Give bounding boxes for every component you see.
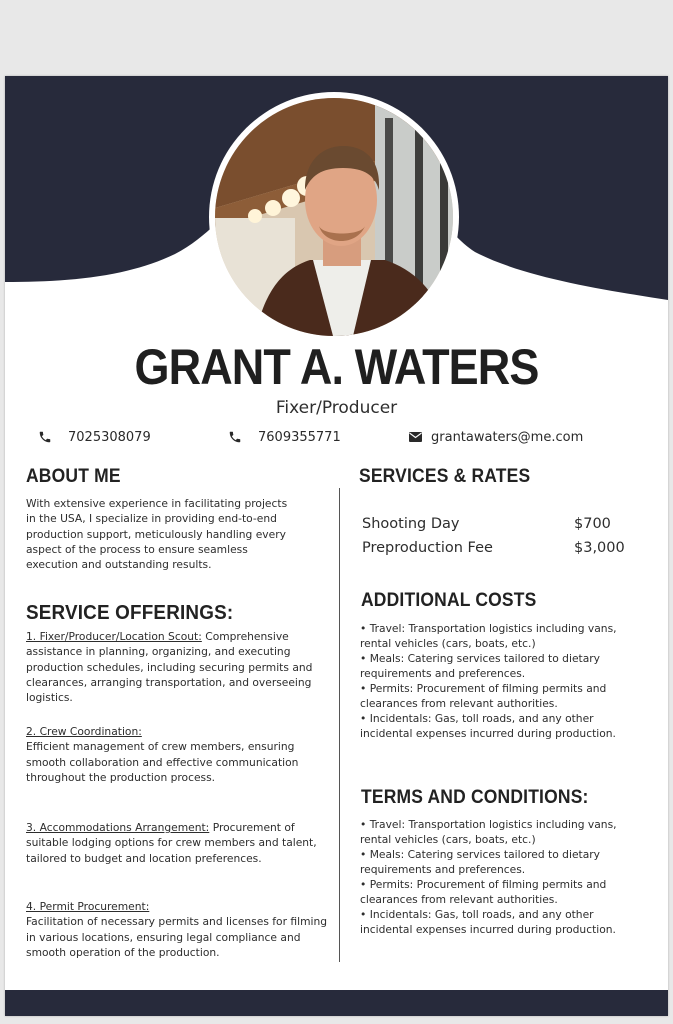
resume-page (5, 76, 668, 1016)
rate-row (362, 512, 632, 536)
terms-list (360, 817, 646, 937)
email-contact (409, 427, 583, 447)
rates-table (362, 512, 632, 560)
service-item-4 (26, 899, 328, 960)
service-item-1-title: 1. Fixer/Producer/Location Scout: (26, 630, 202, 643)
list-item: • Incidentals: Gas, toll roads, and any other incidental expenses incurred during production. (360, 712, 616, 740)
about-heading: ABOUT ME (26, 466, 121, 487)
rate-label: Preproduction Fee (362, 540, 493, 556)
list-item: • Meals: Catering services tailored to dietary requirements and preferences. (360, 652, 600, 680)
envelope-icon (409, 432, 422, 442)
profile-photo-image (215, 98, 453, 336)
rate-price: $3,000 (574, 540, 625, 556)
service-item-4-title: 4. Permit Procurement: (26, 900, 150, 913)
additional-costs-list (360, 621, 640, 741)
phone-number-1[interactable]: 7025308079 (68, 429, 151, 445)
rate-row (362, 536, 632, 560)
service-item-2-title: 2. Crew Coordination: (26, 725, 142, 738)
service-item-3-title: 3. Accommodations Arrangement: (26, 821, 210, 834)
rate-label: Shooting Day (362, 516, 460, 532)
column-divider (339, 488, 340, 962)
list-item: • Travel: Transportation logistics including vans, rental vehicles (cars, boats, etc.) (360, 818, 617, 846)
service-offerings-heading: SERVICE OFFERINGS: (26, 601, 234, 624)
service-item-4-text: Facilitation of necessary permits and licenses for filming in various locations, ensuring legal compliance and smooth operation of the production. (26, 915, 328, 959)
phone-icon (228, 430, 242, 444)
list-item: • Permits: Procurement of filming permits and clearances from relevant authorities. (360, 878, 607, 906)
list-item: • Incidentals: Gas, toll roads, and any other incidental expenses incurred during production. (360, 908, 616, 936)
about-text: With extensive experience in facilitating projects in the USA, I specialize in providing end-to-end production support, meticulously handling every aspect of the process to ensure seamless execution and outstanding results. (26, 497, 288, 572)
phone-icon (38, 430, 52, 444)
service-item-2 (26, 724, 336, 785)
rate-price: $700 (574, 516, 611, 532)
phone-number-2[interactable]: 7609355771 (258, 429, 341, 445)
phone-contact-2 (228, 427, 341, 447)
service-item-3-text: Procurement of suitable lodging options for crew members and talent, tailored to budget and location preferences. (26, 821, 317, 865)
additional-costs-heading: ADDITIONAL COSTS (361, 590, 537, 611)
list-item: • Travel: Transportation logistics including vans, rental vehicles (cars, boats, etc.) (360, 622, 617, 650)
service-item-3 (26, 820, 336, 866)
terms-heading: TERMS AND CONDITIONS: (361, 787, 589, 808)
profile-photo (209, 92, 459, 342)
list-item: • Permits: Procurement of filming permits and clearances from relevant authorities. (360, 682, 607, 710)
list-item: • Meals: Catering services tailored to dietary requirements and preferences. (360, 848, 600, 876)
service-item-1-text: Comprehensive assistance in planning, organizing, and executing production schedules, including securing permits and clearances, arranging transportation, and overseeing logistics. (26, 630, 313, 705)
footer-bar (5, 990, 668, 1016)
service-item-2-text: Efficient management of crew members, ensuring smooth collaboration and effective communication throughout the production process. (26, 740, 299, 784)
job-title: Fixer/Producer (275, 398, 398, 418)
phone-contact-1 (38, 427, 151, 447)
service-item-1 (26, 629, 336, 705)
email-address[interactable]: grantawaters@me.com (431, 429, 584, 445)
full-name: GRANT A. WATERS (134, 339, 539, 395)
services-rates-heading: SERVICES & RATES (359, 466, 531, 487)
